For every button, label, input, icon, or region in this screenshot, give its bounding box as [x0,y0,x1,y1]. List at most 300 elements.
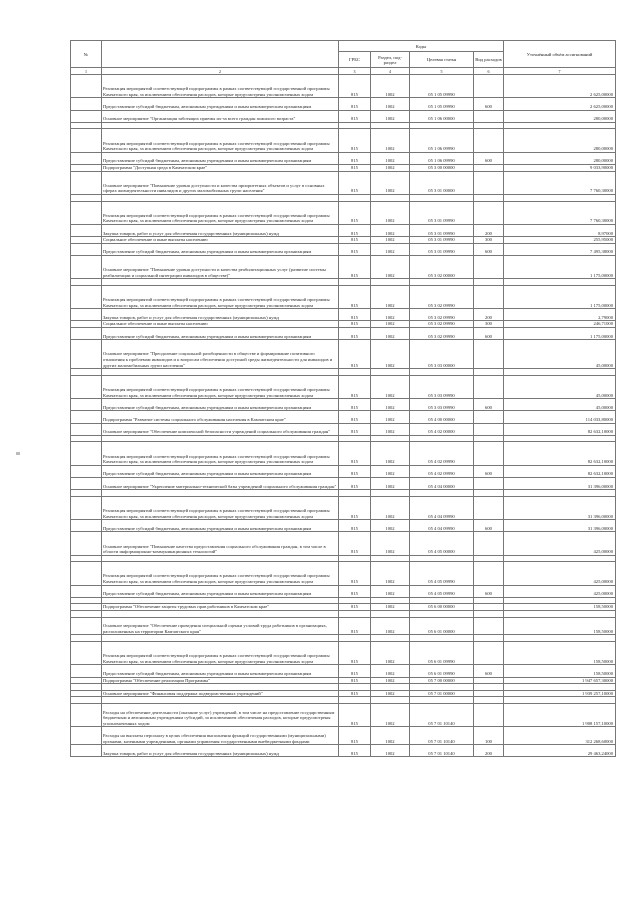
row-amount-cell: 246,71000 [504,321,616,328]
row-amount-cell [504,279,616,286]
row-amount-cell [504,369,616,376]
row-grbs-cell [339,684,371,691]
row-grbs-cell [339,435,371,442]
row-expense-type-cell: 100 [474,727,504,745]
row-amount-cell: 2 625,00000 [504,75,616,98]
row-number-cell [71,171,102,194]
row-number-cell [71,555,102,562]
row-expense-type-cell: 600 [474,98,504,110]
table-row [71,237,616,244]
row-razdel-cell [371,122,410,129]
row-number-cell [71,642,102,665]
row-grbs-cell: 815 [339,309,371,321]
row-amount-cell: 1 175,00000 [504,255,616,278]
row-number-cell [71,423,102,435]
row-number-cell [71,243,102,255]
row-number-cell [71,279,102,286]
row-amount-cell: 31 396,00000 [504,496,616,519]
row-target-article-cell [410,635,474,642]
row-grbs-cell: 815 [339,129,371,152]
table-row [71,194,616,201]
row-target-article-cell: 05 4 04 09990 [410,496,474,519]
row-number-cell [71,617,102,635]
row-grbs-cell: 815 [339,745,371,757]
row-grbs-cell: 815 [339,321,371,328]
row-grbs-cell: 815 [339,224,371,236]
header-codes-group: Коды [339,41,504,52]
row-number-cell [71,604,102,611]
row-expense-type-cell: 300 [474,321,504,328]
row-grbs-cell: 815 [339,255,371,278]
row-grbs-cell: 815 [339,520,371,532]
row-number-cell [71,340,102,369]
row-amount-cell: 280,00000 [504,110,616,122]
row-target-article-cell: 05 3 02 09990 [410,285,474,308]
row-amount-cell: 7 760,30000 [504,201,616,224]
row-name-cell: Реализация мероприятий соответствующей подпрограммы в рамках соответствующей государственной программы Камчатского края, за исключением обеспечения расходов, которые предусмотрены уполномоченных ходом [102,562,339,585]
row-razdel-cell: 1002 [371,617,410,635]
row-name-cell: Предоставление субсидий бюджетным, автономным учреждениям и иным некоммерческим организациям [102,243,339,255]
row-expense-type-cell [474,255,504,278]
row-target-article-cell: 05 1 06 09990 [410,152,474,164]
row-name-cell: Основное мероприятие "Повышение уровня доступности и качества приоритетных объектов и услуг в основных сферах жизнедеятельности инвалидов и других маломобильных групп населения" [102,171,339,194]
budget-table-sheet [70,40,615,757]
row-grbs-cell [339,555,371,562]
row-target-article-cell: 05 3 01 09990 [410,224,474,236]
row-razdel-cell: 1002 [371,321,410,328]
row-name-cell: Основное мероприятие "Организация заботящих приемы их-за всего граждан пожилого возраста" [102,110,339,122]
row-expense-type-cell [474,562,504,585]
row-razdel-cell: 1002 [371,423,410,435]
row-razdel-cell [371,369,410,376]
row-name-cell: Подпрограмма "Обеспечение реализации Программы" [102,677,339,684]
row-name-cell: Реализация мероприятий соответствующей подпрограммы в рамках соответствующей государственной программы Камчатского края, за исключением обеспечения расходов, которые предусмотрены уполномоченных ходом [102,442,339,465]
row-razdel-cell: 1002 [371,285,410,308]
row-expense-type-cell [474,684,504,691]
row-name-cell [102,611,339,618]
scan-mark [16,452,20,455]
row-name-cell: Реализация мероприятий соответствующей подпрограммы в рамках соответствующей государственной программы Камчатского края, за исключением обеспечения расходов, которые предусмотрены уполномоченных ходом [102,285,339,308]
row-expense-type-cell [474,611,504,618]
row-name-cell: Закупка товаров, работ и услуг для обеспечения государственных (муниципальных) нужд [102,745,339,757]
column-index: 2 [102,68,339,75]
table-row [71,496,616,519]
row-target-article-cell: 05 3 02 09990 [410,321,474,328]
row-target-article-cell: 05 4 02 09990 [410,465,474,477]
row-number-cell [71,321,102,328]
row-number-cell [71,745,102,757]
row-razdel-cell [371,435,410,442]
table-row [71,423,616,435]
table-row [71,328,616,340]
table-row [71,684,616,691]
table-row [71,152,616,164]
column-index: 7 [504,68,616,75]
row-amount-cell: 31 396,00000 [504,477,616,489]
row-amount-cell: 82 632,10000 [504,442,616,465]
row-amount-cell: 255,95000 [504,237,616,244]
table-row [71,532,616,555]
row-name-cell: Закупка товаров, работ и услуг для обеспечения государственных (муниципальных) нужд [102,224,339,236]
row-expense-type-cell [474,122,504,129]
row-amount-cell [504,611,616,618]
row-razdel-cell [371,684,410,691]
row-target-article-cell: 05 4 04 00000 [410,477,474,489]
row-expense-type-cell [474,194,504,201]
row-grbs-cell [339,490,371,497]
table-row [71,321,616,328]
row-grbs-cell: 815 [339,562,371,585]
row-name-cell: Предоставление субсидий бюджетным, автономным учреждениям и иным некоммерческим организациям [102,328,339,340]
row-razdel-cell: 1002 [371,171,410,194]
row-grbs-cell [339,611,371,618]
table-row [71,171,616,194]
row-amount-cell: 2 625,00000 [504,98,616,110]
row-razdel-cell [371,697,410,704]
row-razdel-cell: 1002 [371,328,410,340]
table-row [71,243,616,255]
row-expense-type-cell: 200 [474,745,504,757]
row-amount-cell: 7 760,30000 [504,171,616,194]
row-name-cell: Реализация мероприятий соответствующей подпрограммы в рамках соответствующей государственной программы Камчатского края, за исключением обеспечения расходов, которые предусмотрены уполномоченных ходом [102,75,339,98]
table-row [71,110,616,122]
row-expense-type-cell: 600 [474,328,504,340]
table-row [71,255,616,278]
row-amount-cell [504,555,616,562]
table-row [71,690,616,697]
table-row [71,399,616,411]
row-name-cell: Предоставление субсидий бюджетным, автономным учреждениям и иным некоммерческим организациям [102,665,339,677]
table-row [71,375,616,398]
row-razdel-cell: 1002 [371,677,410,684]
row-expense-type-cell [474,110,504,122]
row-number-cell [71,665,102,677]
row-razdel-cell: 1002 [371,340,410,369]
row-razdel-cell: 1002 [371,727,410,745]
row-name-cell: Основное мероприятие "Укрепление материально-технической базы учреждений социального обслуживания граждан" [102,477,339,489]
row-number-cell [71,285,102,308]
row-amount-cell: 7 495,38000 [504,243,616,255]
row-number-cell [71,237,102,244]
row-grbs-cell: 815 [339,340,371,369]
row-grbs-cell [339,369,371,376]
row-name-cell: Расходы на обеспечение деятельности (оказание услуг) учреждений, в том числе на предоставление государственным бюджетным и автономным учреждениям субсидий, за исключением обеспечения расходов, которые предусмотрены уполномоченных ходом [102,703,339,726]
row-name-cell: Основное мероприятие "Повышение качества предоставления социального обслуживания граждан, в том числе в области информационно-коммуникационных технологий" [102,532,339,555]
row-amount-cell: 31 396,00000 [504,520,616,532]
row-expense-type-cell: 600 [474,665,504,677]
row-grbs-cell: 815 [339,201,371,224]
column-index-row [71,68,616,75]
row-razdel-cell [371,597,410,604]
row-expense-type-cell [474,375,504,398]
row-number-cell [71,201,102,224]
row-number-cell [71,152,102,164]
row-razdel-cell [371,279,410,286]
row-name-cell: Основное мероприятие "Обеспечение проведения специальной оценки условий труда работников в организациях, расположенных на территории Камчатского края" [102,617,339,635]
row-number-cell [71,611,102,618]
row-razdel-cell: 1002 [371,442,410,465]
row-target-article-cell: 05 4 05 00000 [410,532,474,555]
row-grbs-cell: 815 [339,496,371,519]
budget-allocation-table [70,40,616,757]
row-number-cell [71,690,102,697]
row-grbs-cell: 815 [339,585,371,597]
row-razdel-cell: 1002 [371,255,410,278]
table-row [71,122,616,129]
row-amount-cell [504,435,616,442]
row-target-article-cell [410,611,474,618]
row-expense-type-cell [474,164,504,171]
table-row [71,285,616,308]
row-target-article-cell: 05 3 01 09990 [410,243,474,255]
row-expense-type-cell [474,75,504,98]
table-row [71,279,616,286]
table-row [71,435,616,442]
table-row [71,164,616,171]
row-amount-cell: 9 033,90000 [504,164,616,171]
table-row [71,665,616,677]
row-grbs-cell [339,279,371,286]
row-target-article-cell [410,490,474,497]
row-grbs-cell: 815 [339,243,371,255]
row-target-article-cell: 05 1 06 09990 [410,129,474,152]
row-number-cell [71,727,102,745]
row-expense-type-cell: 300 [474,237,504,244]
row-grbs-cell: 815 [339,237,371,244]
header-number: № [71,41,102,68]
table-row [71,745,616,757]
row-razdel-cell [371,611,410,618]
row-expense-type-cell [474,171,504,194]
table-row [71,727,616,745]
row-expense-type-cell [474,201,504,224]
table-row [71,597,616,604]
row-amount-cell: 8,97000 [504,224,616,236]
table-row [71,555,616,562]
table-row [71,677,616,684]
table-row [71,562,616,585]
header-expense-type: Вид расходов [474,52,504,68]
row-expense-type-cell [474,423,504,435]
row-target-article-cell: 05 6 01 00000 [410,617,474,635]
row-target-article-cell: 05 3 02 09990 [410,309,474,321]
row-target-article-cell: 05 4 02 09990 [410,442,474,465]
row-name-cell: Предоставление субсидий бюджетным, автономным учреждениям и иным некоммерческим организациям [102,98,339,110]
row-razdel-cell: 1002 [371,201,410,224]
row-amount-cell [504,490,616,497]
row-grbs-cell: 815 [339,727,371,745]
table-row [71,617,616,635]
header-grbs: ГРБС [339,52,371,68]
row-expense-type-cell [474,340,504,369]
row-grbs-cell: 815 [339,110,371,122]
row-name-cell: Реализация мероприятий соответствующей подпрограммы в рамках соответствующей государственной программы Камчатского края, за исключением обеспечения расходов, которые предусмотрены уполномоченных ходом [102,496,339,519]
row-grbs-cell: 815 [339,98,371,110]
row-grbs-cell: 815 [339,75,371,98]
row-target-article-cell: 05 7 01 00000 [410,690,474,697]
row-target-article-cell: 05 3 01 09990 [410,201,474,224]
row-grbs-cell: 815 [339,665,371,677]
row-name-cell [102,555,339,562]
row-expense-type-cell [474,442,504,465]
column-index: 5 [410,68,474,75]
row-razdel-cell: 1002 [371,129,410,152]
row-expense-type-cell [474,703,504,726]
row-name-cell: Основное мероприятие "Преодоление социальной разобщенности в обществе и формирование позитивного отношения к проблемам инвалидов и к вопросам обеспечения доступной среды жизнедеятельности для инвалидов и других маломобильных групп населения" [102,340,339,369]
row-grbs-cell: 815 [339,171,371,194]
row-amount-cell: 425,00000 [504,562,616,585]
row-amount-cell: 312 268,60000 [504,727,616,745]
row-number-cell [71,684,102,691]
row-razdel-cell: 1002 [371,152,410,164]
row-amount-cell: 29 463,24000 [504,745,616,757]
row-number-cell [71,194,102,201]
row-number-cell [71,635,102,642]
table-row [71,309,616,321]
row-grbs-cell: 815 [339,399,371,411]
row-amount-cell: 158,50000 [504,604,616,611]
row-razdel-cell: 1002 [371,604,410,611]
header-razdel: Раздел, под-раздел [371,52,410,68]
row-target-article-cell: 05 7 00 00000 [410,677,474,684]
row-target-article-cell [410,684,474,691]
row-number-cell [71,697,102,704]
row-target-article-cell [410,435,474,442]
row-name-cell: Предоставление субсидий бюджетным, автономным учреждениям и иным некоммерческим организациям [102,152,339,164]
row-number-cell [71,477,102,489]
row-name-cell: Социальное обеспечение и иные выплаты населению [102,321,339,328]
row-amount-cell: 425,00000 [504,585,616,597]
row-name-cell [102,635,339,642]
table-row [71,369,616,376]
row-name-cell: Основное мероприятие "Повышение уровня доступности и качества реабилитационных услуг (развитие системы реабилитации и социальной интеграции инвалидов в обществе)" [102,255,339,278]
row-name-cell [102,194,339,201]
row-razdel-cell [371,194,410,201]
row-expense-type-cell [474,477,504,489]
table-row [71,411,616,423]
row-amount-cell [504,122,616,129]
table-row [71,340,616,369]
row-razdel-cell: 1002 [371,411,410,423]
row-amount-cell: 158,50000 [504,642,616,665]
row-number-cell [71,98,102,110]
row-razdel-cell: 1002 [371,98,410,110]
table-row [71,642,616,665]
row-number-cell [71,597,102,604]
row-amount-cell: 425,00000 [504,532,616,555]
row-target-article-cell: 05 6 00 00000 [410,604,474,611]
header-target-article: Целевая статья [410,52,474,68]
row-grbs-cell: 815 [339,465,371,477]
row-amount-cell [504,597,616,604]
row-number-cell [71,532,102,555]
table-row [71,604,616,611]
row-expense-type-cell [474,435,504,442]
row-target-article-cell: 05 3 02 09990 [410,328,474,340]
row-amount-cell [504,194,616,201]
row-amount-cell: 45,00000 [504,375,616,398]
row-number-cell [71,490,102,497]
row-number-cell [71,496,102,519]
row-razdel-cell: 1002 [371,532,410,555]
row-expense-type-cell [474,129,504,152]
row-razdel-cell: 1002 [371,520,410,532]
row-number-cell [71,224,102,236]
row-target-article-cell: 05 6 01 09990 [410,665,474,677]
table-row [71,224,616,236]
row-number-cell [71,328,102,340]
row-number-cell [71,129,102,152]
row-name-cell [102,684,339,691]
table-row [71,465,616,477]
row-target-article-cell [410,597,474,604]
row-razdel-cell: 1002 [371,585,410,597]
table-row [71,477,616,489]
row-number-cell [71,520,102,532]
row-amount-cell: 158,50000 [504,617,616,635]
row-razdel-cell: 1002 [371,703,410,726]
row-razdel-cell [371,635,410,642]
row-name-cell: Реализация мероприятий соответствующей подпрограммы в рамках соответствующей государственной программы Камчатского края, за исключением обеспечения расходов, которые предусмотрены уполномоченных ходом [102,375,339,398]
row-grbs-cell: 815 [339,477,371,489]
row-target-article-cell: 05 4 00 00000 [410,411,474,423]
row-number-cell [71,369,102,376]
row-grbs-cell: 815 [339,411,371,423]
row-target-article-cell: 05 4 05 09990 [410,585,474,597]
row-razdel-cell: 1002 [371,690,410,697]
row-number-cell [71,375,102,398]
row-target-article-cell [410,279,474,286]
row-target-article-cell: 05 1 06 00000 [410,110,474,122]
table-row [71,585,616,597]
row-amount-cell: 1 175,00000 [504,328,616,340]
row-number-cell [71,399,102,411]
row-expense-type-cell: 600 [474,399,504,411]
row-expense-type-cell: 600 [474,520,504,532]
row-name-cell: Подпрограмма "Доступная среда в Камчатском крае" [102,164,339,171]
row-expense-type-cell: 600 [474,465,504,477]
row-amount-cell [504,635,616,642]
table-row [71,520,616,532]
row-expense-type-cell [474,411,504,423]
row-target-article-cell: 05 7 01 10140 [410,703,474,726]
row-target-article-cell [410,697,474,704]
table-row [71,611,616,618]
row-number-cell [71,75,102,98]
row-razdel-cell: 1002 [371,399,410,411]
row-grbs-cell: 815 [339,604,371,611]
row-number-cell [71,465,102,477]
column-index: 1 [71,68,102,75]
row-grbs-cell [339,697,371,704]
row-expense-type-cell [474,697,504,704]
row-number-cell [71,122,102,129]
row-razdel-cell: 1002 [371,477,410,489]
row-expense-type-cell [474,555,504,562]
row-target-article-cell: 05 7 01 10140 [410,727,474,745]
row-grbs-cell: 815 [339,152,371,164]
row-name-cell: Реализация мероприятий соответствующей подпрограммы в рамках соответствующей государственной программы Камчатского края, за исключением обеспечения расходов, которые предусмотрены уполномоченных ходом [102,642,339,665]
row-number-cell [71,164,102,171]
row-grbs-cell [339,122,371,129]
row-amount-cell: 114 033,80000 [504,411,616,423]
row-grbs-cell: 815 [339,285,371,308]
row-amount-cell: 280,00000 [504,152,616,164]
row-amount-cell: 1 175,00000 [504,285,616,308]
table-row [71,703,616,726]
row-name-cell [102,122,339,129]
row-target-article-cell: 05 3 03 09990 [410,399,474,411]
